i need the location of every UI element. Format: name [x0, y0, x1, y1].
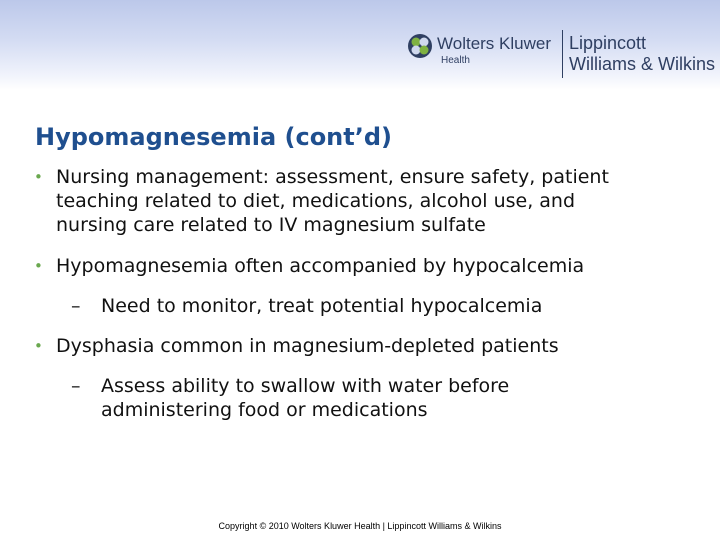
- sub-bullet-line: administering food or medications: [101, 399, 428, 421]
- sub-bullet-marker: –: [71, 375, 81, 397]
- wolters-kluwer-globe-icon: [407, 33, 433, 59]
- bullet-line: Dysphasia common in magnesium-depleted patients: [56, 335, 559, 357]
- bullet-line: teaching related to diet, medications, alcohol use, and: [56, 190, 576, 212]
- sub-bullet-line: Need to monitor, treat potential hypocalcemia: [101, 295, 543, 317]
- bullet-marker: •: [34, 337, 43, 355]
- bullet-marker: •: [34, 168, 43, 186]
- slide-title: Hypomagnesemia (cont’d): [35, 123, 392, 151]
- sub-bullet-assess-swallow: [30, 374, 700, 422]
- sub-bullet-marker: –: [71, 295, 81, 317]
- bullet-marker: •: [34, 257, 43, 275]
- publisher-logo: [407, 30, 717, 80]
- bullet-nursing-management: [30, 165, 700, 237]
- copyright-footer: Copyright © 2010 Wolters Kluwer Health | Lippincott Williams & Wilkins: [218, 521, 502, 531]
- sub-bullet-line: Assess ability to swallow with water before: [101, 375, 510, 397]
- division-name: Health: [441, 55, 470, 66]
- company-name: Wolters Kluwer: [437, 34, 551, 53]
- bullet-line: Nursing management: assessment, ensure safety, patient: [56, 166, 609, 188]
- bullet-hypocalcemia: [30, 254, 700, 278]
- sub-bullet-monitor: [30, 294, 700, 318]
- bullet-line: Hypomagnesemia often accompanied by hypocalcemia: [56, 255, 585, 277]
- bullet-dysphasia: [30, 334, 700, 358]
- imprint-name-line-2: Williams & Wilkins: [569, 54, 715, 74]
- logo-divider: [562, 30, 563, 78]
- imprint-name-line-1: Lippincott: [569, 33, 647, 53]
- slide-content: [30, 165, 700, 422]
- bullet-line: nursing care related to IV magnesium sulfate: [56, 214, 486, 236]
